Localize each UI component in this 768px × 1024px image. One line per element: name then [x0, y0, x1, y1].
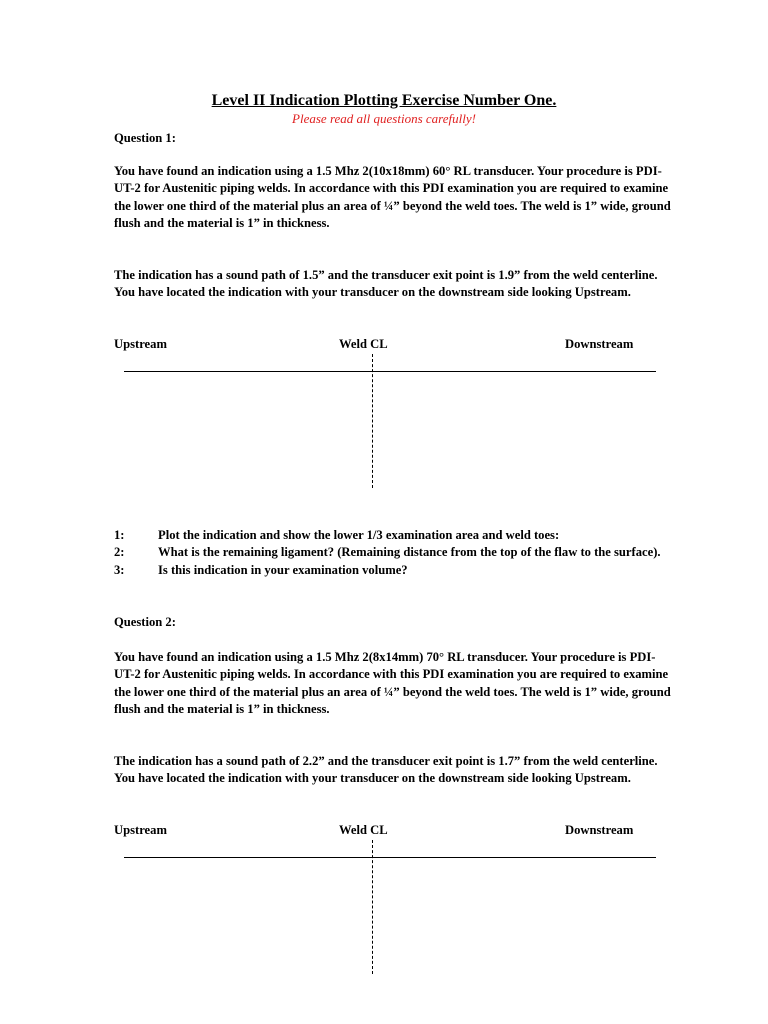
list-item — [114, 544, 674, 561]
list-item — [114, 562, 674, 579]
list-item-text: Is this indication in your examination volume? — [158, 562, 408, 577]
question-1-paragraph-2: The indication has a sound path of 1.5” and the transducer exit point is 1.9” from the weld centerline. You have located the indication with your transducer on the downstream side looking Upstream. — [114, 268, 658, 300]
question-2-paragraph-2: The indication has a sound path of 2.2” and the transducer exit point is 1.7” from the weld centerline. You have located the indication with your transducer on the downstream side looking Upstream. — [114, 754, 658, 786]
question-2-paragraph-1: You have found an indication using a 1.5 Mhz 2(8x14mm) 70° RL transducer. Your procedure is PDI-UT-2 for Austenitic piping welds. In accordance with this PDI examination you are required to examine the lower one third of the material plus an area of ¼” beyond the weld toes. The weld is 1” wide, ground flush and the material is 1” in thickness. — [114, 650, 671, 717]
list-item — [114, 527, 674, 544]
question-1-paragraph-1: You have found an indication using a 1.5 Mhz 2(10x18mm) 60° RL transducer. Your procedure is PDI-UT-2 for Austenitic piping welds. In accordance with this PDI examination you are required to examine the lower one third of the material plus an area of ¼” beyond the weld toes. The weld is 1” wide, ground flush and the material is 1” in thickness. — [114, 164, 671, 231]
weld-centerline — [372, 354, 373, 488]
list-item-number: 2: — [114, 545, 125, 560]
question-1-tasks — [114, 527, 674, 579]
downstream-label: Downstream — [565, 823, 634, 837]
list-item-number: 3: — [114, 562, 125, 577]
document-subtitle: Please read all questions carefully! — [292, 111, 476, 126]
question-2-heading: Question 2: — [114, 615, 176, 629]
upstream-label: Upstream — [114, 823, 167, 837]
material-surface-line — [124, 857, 656, 858]
document-title: Level II Indication Plotting Exercise Number One. — [211, 92, 557, 109]
list-item-text: What is the remaining ligament? (Remaining distance from the top of the flaw to the surface). — [158, 545, 661, 560]
list-item-text: Plot the indication and show the lower 1/3 examination area and weld toes: — [158, 528, 560, 542]
weld-cl-label: Weld CL — [339, 337, 388, 351]
material-surface-line — [124, 371, 656, 372]
downstream-label: Downstream — [565, 337, 634, 351]
list-item-number: 1: — [114, 528, 125, 542]
question-1-heading: Question 1: — [114, 131, 176, 145]
weld-cl-label: Weld CL — [339, 823, 388, 837]
upstream-label: Upstream — [114, 337, 167, 351]
weld-centerline — [372, 840, 373, 974]
